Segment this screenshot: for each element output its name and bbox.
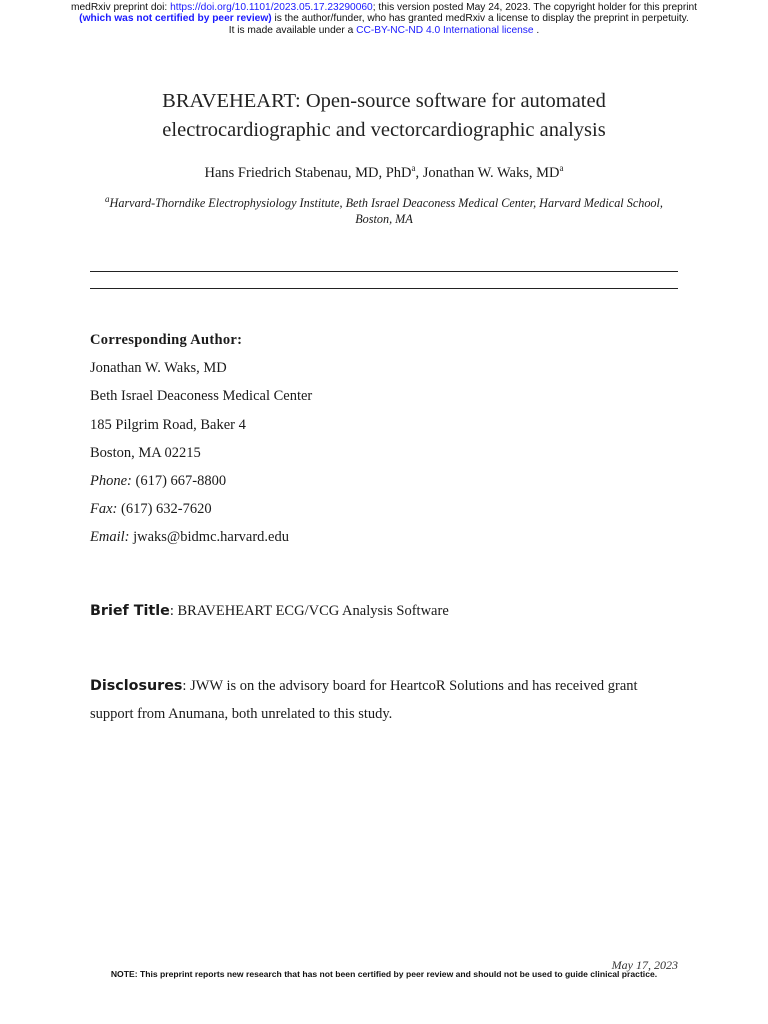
banner-line3-prefix: It is made available under a [228, 24, 357, 36]
corresponding-institution: Beth Israel Deaconess Medical Center [90, 388, 313, 405]
phone-label: Phone: [90, 473, 132, 490]
fax-value: (617) 632-7620 [117, 501, 212, 518]
email-line [90, 523, 680, 551]
corresponding-author-heading: Corresponding Author: [90, 332, 243, 348]
corresponding-author-block [90, 326, 680, 552]
doi-link[interactable]: https://doi.org/10.1101/2023.05.17.23290060 [170, 2, 373, 13]
disclosures-label: Disclosures [90, 678, 183, 694]
disclosures-text: : JWW is on the advisory board for HeartcoR Solutions and has received grant support from Anumana, both unrelated to this study. [90, 678, 638, 723]
phone-value: (617) 667-8800 [131, 473, 227, 490]
affiliation-text: Harvard-Thorndike Electrophysiology Institute, Beth Israel Deaconess Medical Center, Harvard Medical School, Boston, MA [109, 196, 663, 226]
banner-line-2 [0, 13, 768, 24]
affiliation-marker: a [105, 193, 110, 204]
top-divider [90, 271, 678, 272]
corresponding-street: 185 Pilgrim Road, Baker 4 [90, 416, 246, 433]
author-2: Jonathan W. Waks, MD [422, 165, 560, 181]
author-list [0, 163, 768, 183]
disclosures-paragraph [90, 672, 680, 728]
bottom-divider [90, 288, 678, 289]
author-1-affil-marker: a [411, 163, 416, 174]
fax-label: Fax: [90, 501, 118, 518]
corresponding-city: Boston, MA 02215 [90, 444, 201, 461]
banner-doi-prefix: medRxiv preprint doi: [71, 2, 171, 13]
banner-line1-suffix: ; this version posted May 24, 2023. The copyright holder for this preprint [372, 2, 697, 13]
paper-title [0, 87, 768, 145]
banner-line-3 [0, 25, 768, 36]
author-separator: , [415, 165, 423, 181]
peer-review-notice: (which was not certified by peer review) [79, 13, 272, 25]
affiliation [90, 195, 678, 227]
phone-line [90, 467, 680, 495]
banner-line2-suffix: is the author/funder, who has granted medRxiv a license to display the preprint in perpetuity. [271, 13, 689, 25]
brief-title-line [90, 597, 680, 625]
banner-line-1 [0, 2, 768, 13]
corresponding-name: Jonathan W. Waks, MD [90, 360, 227, 377]
manuscript-date: May 17, 2023 [611, 958, 678, 972]
email-value[interactable]: jwaks@bidmc.harvard.edu [129, 529, 289, 546]
email-label: Email: [90, 529, 130, 546]
brief-title-label: Brief Title [90, 603, 170, 619]
brief-title-text: : BRAVEHEART ECG/VCG Analysis Software [169, 603, 449, 619]
fax-line [90, 495, 680, 523]
author-2-affil-marker: a [559, 163, 564, 174]
author-1: Hans Friedrich Stabenau, MD, PhD [204, 165, 412, 181]
title-line-2: electrocardiographic and vectorcardiographic analysis [162, 119, 606, 141]
preprint-footer-note: NOTE: This preprint reports new research that has not been certified by peer review and should not be used to guide clinical practice. [110, 969, 658, 979]
license-link[interactable]: CC-BY-NC-ND 4.0 International license [356, 24, 534, 36]
title-line-1: BRAVEHEART: Open-source software for automated [162, 90, 606, 112]
preprint-banner [0, 2, 768, 36]
banner-line3-suffix: . [533, 24, 540, 36]
